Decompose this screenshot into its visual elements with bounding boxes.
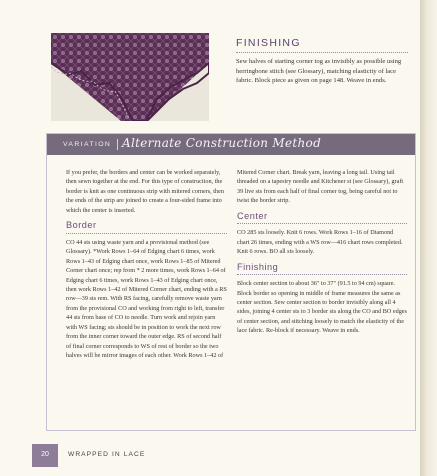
- center-paragraph: CO 285 sts loosely. Knit 6 rows. Work Rows 1–16 of Diamond chart 26 times, ending with a WS row—416 chart rows completed. Knit 6 rows. BO all sts loosely.: [237, 229, 403, 256]
- center-heading: Center: [237, 210, 268, 221]
- variation-sidebar: [46, 133, 416, 431]
- book-spine-shadow: [420, 0, 437, 476]
- shawl-photo: [51, 33, 209, 121]
- variation-finishing-heading: Finishing: [237, 261, 279, 272]
- variation-finishing-heading-rule: [237, 274, 407, 275]
- variation-divider: [117, 139, 118, 150]
- variation-title: Alternate Construction Method: [122, 136, 322, 150]
- border-heading-rule: [66, 233, 227, 234]
- finishing-heading-rule: [236, 52, 408, 53]
- shawl-lace-illustration: [51, 33, 209, 121]
- running-footer-title: WRAPPED IN LACE: [68, 451, 146, 458]
- page-number: 20: [41, 451, 49, 458]
- border-heading: Border: [66, 220, 97, 231]
- center-heading-rule: [237, 223, 407, 224]
- finishing-paragraph: Sew halves of starting corner tog as invisibly as possible using herringbone stitch (see Glossary), matching elasticity of lace fabric. Block piece as given on page 148. Weave in ends.: [236, 58, 402, 85]
- border-continued-paragraph: Mitered Corner chart. Break yarn, leaving a long tail. Using tail threaded on a tapestry needle and Kitchener st (see Glossary), graft 39 live sts from each half of final corner tog, being careful not to twist the border strip.: [237, 169, 404, 205]
- finishing-heading: FINISHING: [236, 37, 301, 49]
- variation-label: VARIATION: [63, 141, 112, 148]
- variation-left-column: [66, 168, 227, 361]
- variation-finishing-paragraph: Block center section to about 36" to 37" (91.5 to 94 cm) square. Block border so opening in middle of frame measures the same as center section. Sew center section to border invisibly along all 4 sides, joining 4 center sts to 3 border sts along the CO and BO edges of center section, and stitching loosely to match the elasticity of the lace fabric. Re-block if necessary. Weave in ends.: [237, 280, 407, 335]
- variation-intro: If you prefer, the borders and center can be worked separately, then sewn together at the end. For this type of construction, the border is knit as one continuous strip with mitered corners, then the ends of the strip are joined to create a four-sided frame into which the center is inserted.: [66, 169, 224, 214]
- variation-right-column: [237, 168, 407, 336]
- border-paragraph: CO 44 sts using waste yarn and a provisional method (see Glossary). *Work Rows 1–64 of Edging chart 6 times, work Rows 1–43 of Edging chart once, work Rows 1–85 of Mitered Corner chart once; rep from * 2 more times, work Rows 1–64 of Edging chart 6 times, work Rows 1–43 of Edging chart once, then work Rows 1–42 of Mitered Corner chart, ending with a RS row—39 sts rem. With RS facing, carefully remove waste yarn from the provisional CO and working from right to left, transfer 44 sts from base of CO to needle. Turn work and rejoin yarn with WS facing; sts should be in position to work the next row from the inner corner toward the outer edge. RS of second half of final corner corresponds to WS of rest of border so the two halves will be mirror images of each other. Work Rows 1–42 of: [66, 238, 227, 360]
- variation-band: [47, 134, 415, 155]
